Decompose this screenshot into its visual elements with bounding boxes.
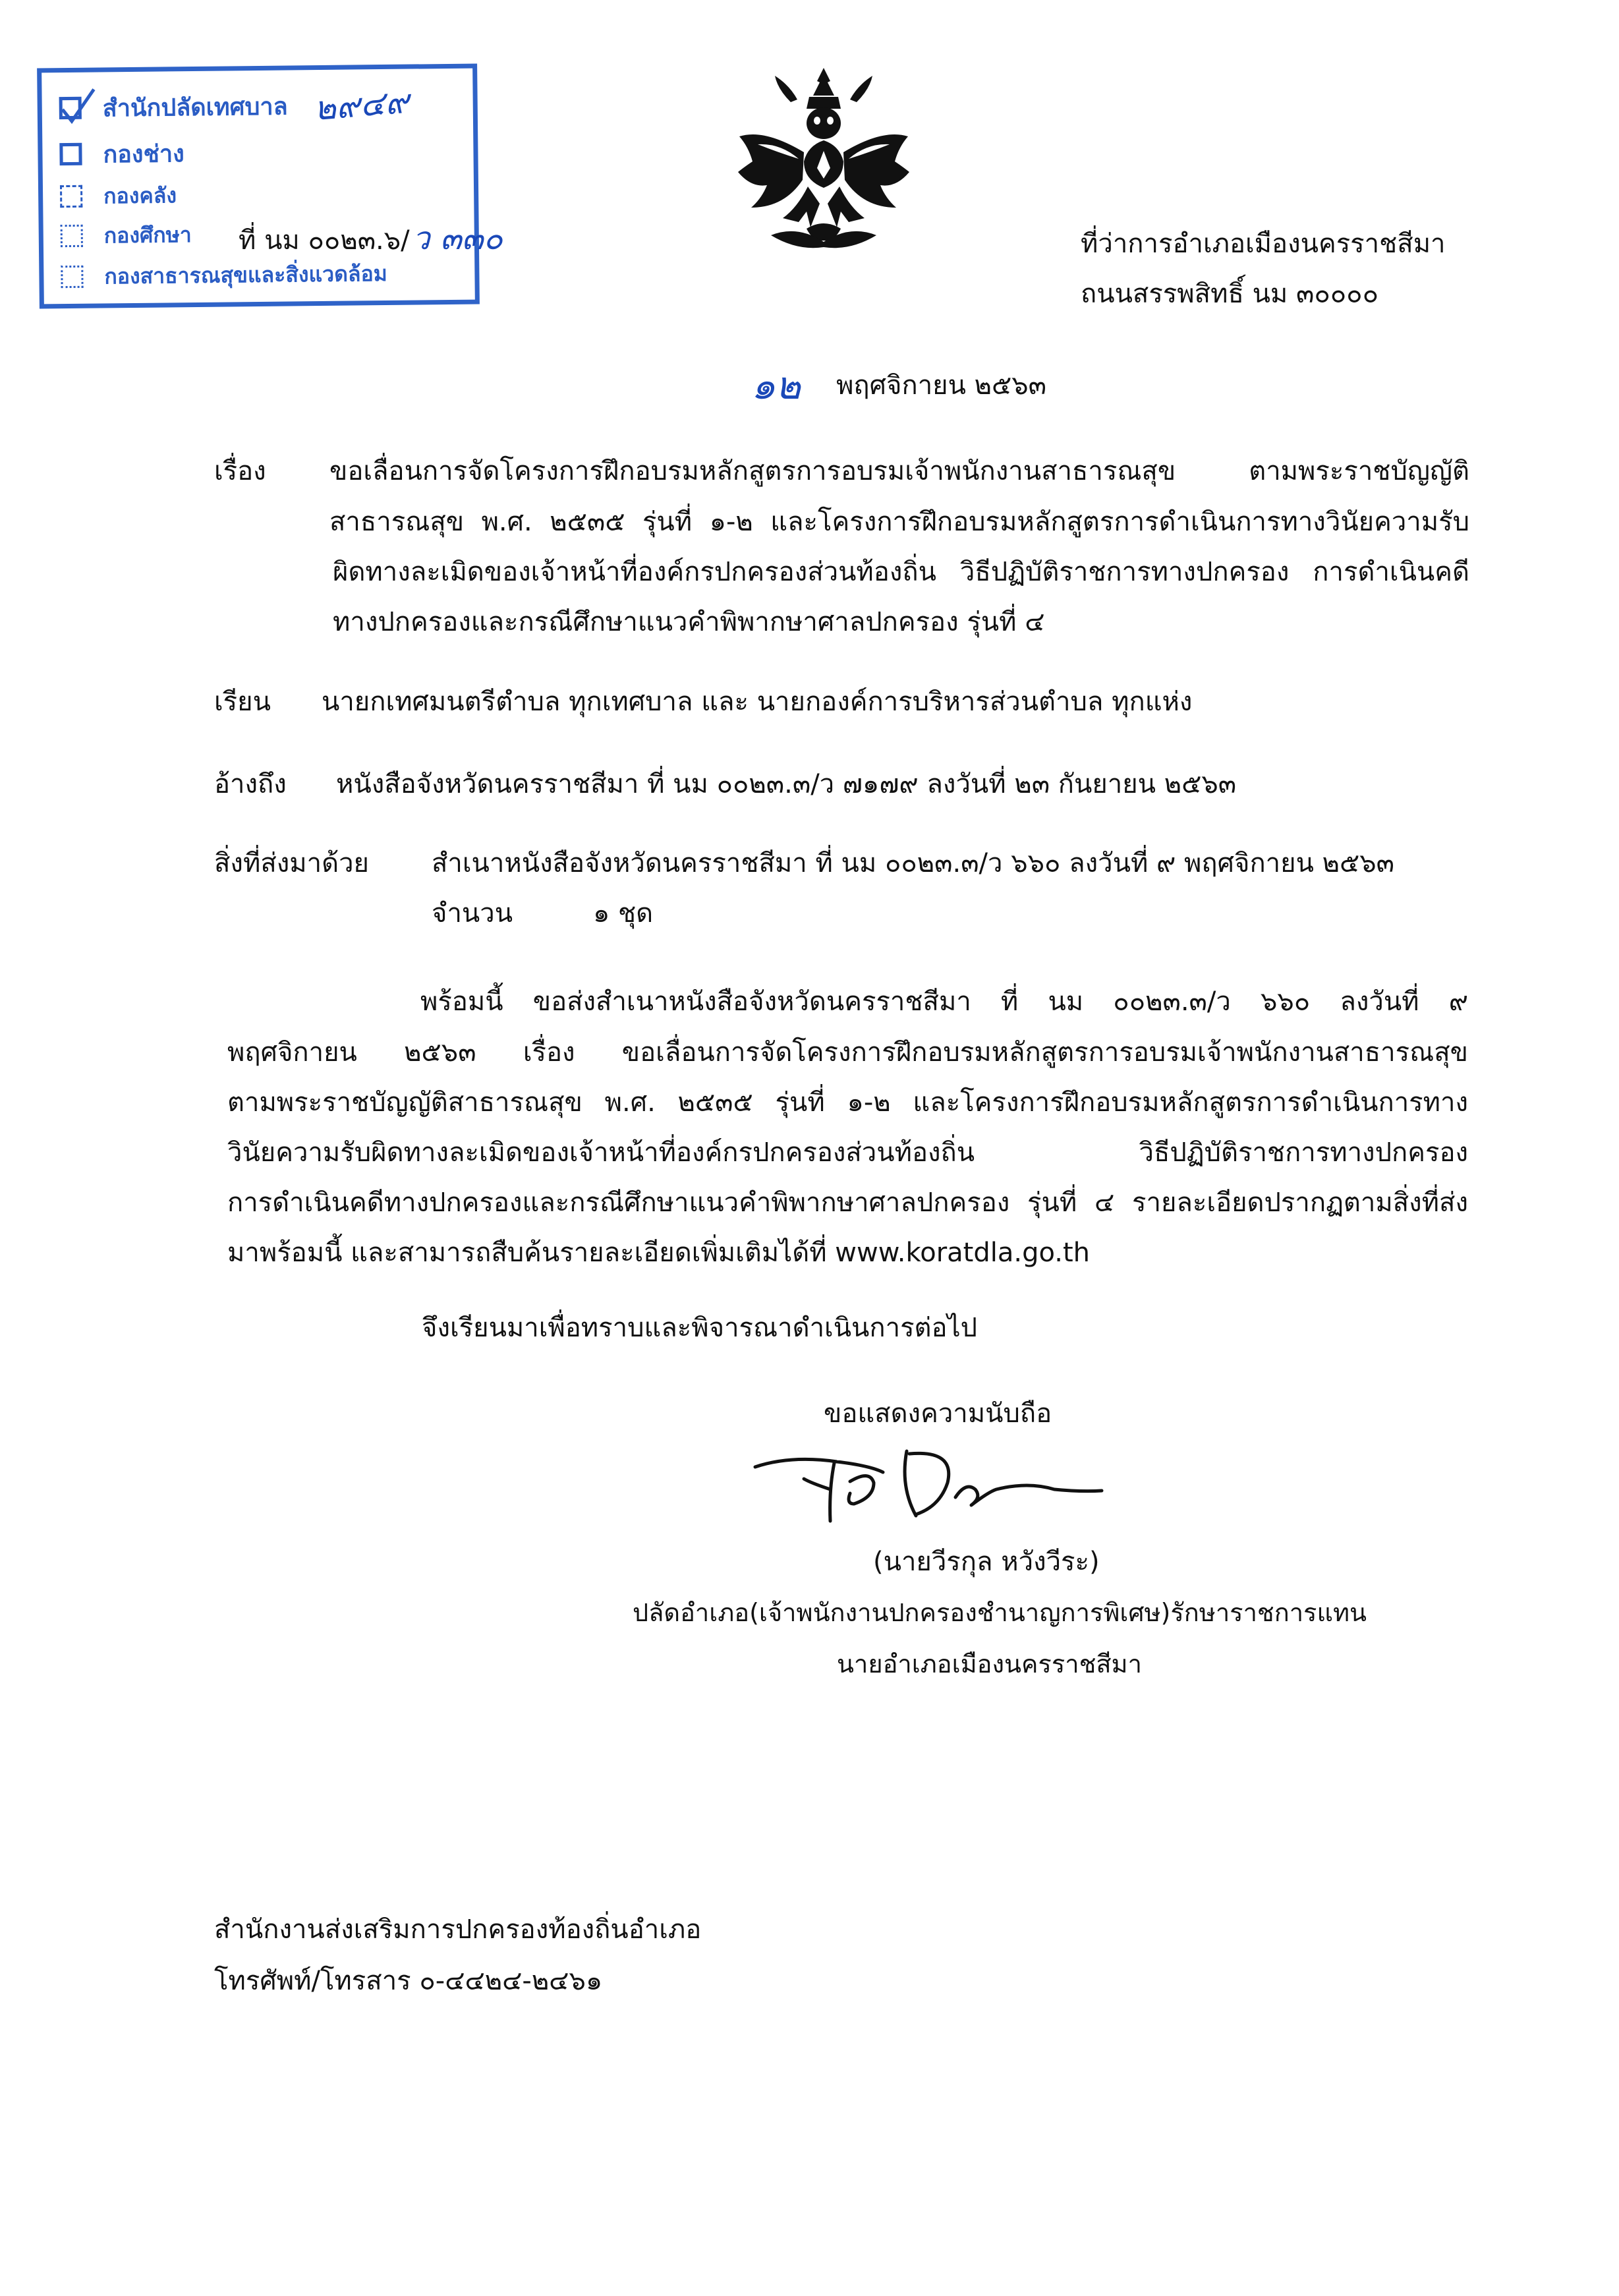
signatory-position-line-1: ปลัดอำเภอ(เจ้าพนักงานปกครองชำนาญการพิเศษ)รักษาราชการแทน bbox=[633, 1598, 1367, 1627]
routing-stamp bbox=[37, 64, 480, 309]
signatory-position-line-2: นายอำเภอเมืองนครราชสีมา bbox=[837, 1650, 1142, 1679]
stamp-line-3: กองคลัง bbox=[103, 182, 177, 208]
document-number-label: ที่ นม ๐๐๒๓.๖/ bbox=[239, 225, 410, 256]
office-address-line-2: ถนนสรรพสิทธิ์ นม ๓๐๐๐๐ bbox=[1081, 279, 1378, 309]
stamp-row-education bbox=[61, 217, 192, 253]
letter-date bbox=[751, 355, 1046, 416]
body-line-1: พร้อมนี้ ขอส่งสำเนาหนังสือจังหวัดนครราชสีมา ที่ นม ๐๐๒๓.๓/ว ๖๖๐ ลงวันที่ ๙ bbox=[420, 987, 1468, 1017]
handwritten-signature-icon bbox=[751, 1443, 1107, 1535]
recipient-text: นายกเทศมนตรีตำบล ทุกเทศบาล และ นายกองค์การบริหารส่วนตำบล ทุกแห่ง bbox=[322, 687, 1193, 717]
subject-label: เรื่อง bbox=[214, 456, 266, 486]
footer-office: สำนักงานส่งเสริมการปกครองท้องถิ่นอำเภอ bbox=[214, 1914, 702, 1945]
stamp-line-5: กองสาธารณสุขและสิ่งแวดล้อม bbox=[104, 260, 387, 289]
enclosure-count-label: จำนวน bbox=[432, 898, 513, 929]
subject-line-3: ผิดทางละเมิดของเจ้าหน้าที่องค์กรปกครองส่วนท้องถิ่น วิธีปฏิบัติราชการทางปกครอง การดำเนินคดี bbox=[333, 557, 1469, 587]
checkbox-icon bbox=[61, 266, 83, 288]
salutation: ขอแสดงความนับถือ bbox=[824, 1398, 1052, 1429]
subject-line-4: ทางปกครองและกรณีศึกษาแนวคำพิพากษาศาลปกครอง รุ่นที่ ๔ bbox=[333, 607, 1045, 637]
enclosure-count-value: ๑ bbox=[593, 898, 610, 929]
body-line-5: การดำเนินคดีทางปกครองและกรณีศึกษาแนวคำพิพากษาศาลปกครอง รุ่นที่ ๔ รายละเอียดปรากฏตามสิ่งที่ส่ง bbox=[227, 1188, 1468, 1218]
stamp-line-2: กองช่าง bbox=[103, 140, 185, 168]
stamp-row-clerk-office bbox=[59, 82, 411, 128]
closing-sentence: จึงเรียนมาเพื่อทราบและพิจารณาดำเนินการต่อไป bbox=[422, 1313, 978, 1343]
body-line-6: มาพร้อมนี้ และสามารถสืบค้นรายละเอียดเพิ่มเติมได้ที่ www.koratdla.go.th bbox=[227, 1238, 1090, 1268]
recipient-label: เรียน bbox=[214, 687, 271, 717]
stamp-handwritten-number: ๒๙๔๙ bbox=[312, 82, 411, 128]
stamp-row-engineering bbox=[59, 136, 185, 171]
checkbox-icon bbox=[61, 225, 83, 247]
enclosure-count-unit: ชุด bbox=[618, 898, 654, 929]
enclosure-text: สำเนาหนังสือจังหวัดนครราชสีมา ที่ นม ๐๐๒๓.๓/ว ๖๖๐ ลงวันที่ ๙ พฤศจิกายน ๒๕๖๓ bbox=[432, 848, 1395, 878]
stamp-line-1: สำนักปลัดเทศบาล bbox=[102, 93, 288, 122]
checkbox-checked-icon bbox=[59, 97, 82, 119]
stamp-row-finance bbox=[60, 178, 177, 214]
garuda-emblem-icon bbox=[725, 63, 923, 257]
enclosure-label: สิ่งที่ส่งมาด้วย bbox=[214, 848, 369, 878]
date-month-year: พฤศจิกายน ๒๕๖๓ bbox=[836, 370, 1047, 401]
document-number-handwritten: ว ๓๓๐ bbox=[412, 220, 503, 257]
stamp-row-health bbox=[61, 256, 387, 294]
body-line-4: วินัยความรับผิดทางละเมิดของเจ้าหน้าที่องค์กรปกครองส่วนท้องถิ่น วิธีปฏิบัติราชการทางปกครอง bbox=[227, 1137, 1468, 1168]
document-number bbox=[239, 220, 503, 257]
body-line-3: ตามพระราชบัญญัติสาธารณสุข พ.ศ. ๒๕๓๕ รุ่นที่ ๑-๒ และโครงการฝึกอบรมหลักสูตรการดำเนินการทาง bbox=[227, 1087, 1468, 1118]
checkbox-icon bbox=[59, 143, 82, 165]
date-day-handwritten: ๑๒ bbox=[751, 363, 801, 408]
subject-line-2: สาธารณสุข พ.ศ. ๒๕๓๕ รุ่นที่ ๑-๒ และโครงการฝึกอบรมหลักสูตรการดำเนินการทางวินัยความรับ bbox=[329, 507, 1469, 537]
reference-label: อ้างถึง bbox=[214, 769, 287, 799]
office-address-line-1: ที่ว่าการอำเภอเมืองนครราชสีมา bbox=[1081, 229, 1446, 259]
stamp-line-4: กองศึกษา bbox=[103, 221, 192, 248]
footer-phone: โทรศัพท์/โทรสาร ๐-๔๔๒๔-๒๔๖๑ bbox=[214, 1966, 603, 1996]
subject-line-1: ขอเลื่อนการจัดโครงการฝึกอบรมหลักสูตรการอบรมเจ้าพนักงานสาธารณสุข ตามพระราชบัญญัติ bbox=[329, 456, 1469, 486]
checkbox-icon bbox=[60, 185, 82, 208]
reference-text: หนังสือจังหวัดนครราชสีมา ที่ นม ๐๐๒๓.๓/ว ๗๑๗๙ ลงวันที่ ๒๓ กันยายน ๒๕๖๓ bbox=[336, 769, 1237, 799]
signatory-name: (นายวีรกุล หวังวีระ) bbox=[873, 1547, 1100, 1577]
body-line-2: พฤศจิกายน ๒๕๖๓ เรื่อง ขอเลื่อนการจัดโครงการฝึกอบรมหลักสูตรการอบรมเจ้าพนักงานสาธารณสุข bbox=[227, 1037, 1468, 1068]
